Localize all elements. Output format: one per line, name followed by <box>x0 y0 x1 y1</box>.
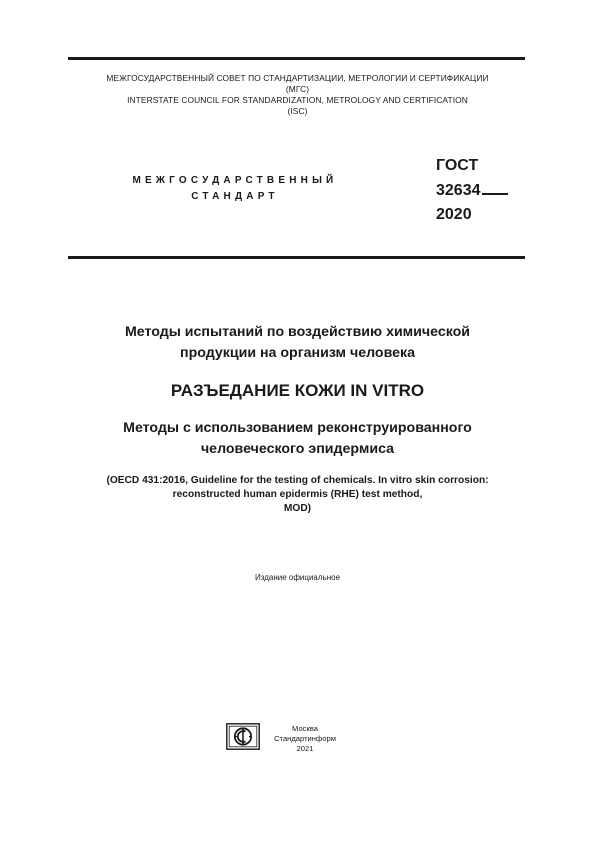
oecd-reference-line-1: (OECD 431:2016, Guideline for the testing of chemicals. In vitro skin corrosion: <box>106 475 489 486</box>
standard-type-line-2: СТАНДАРТ <box>191 191 279 202</box>
document-title <box>40 322 555 364</box>
gost-number-dash <box>482 193 508 195</box>
oecd-reference-line-2: reconstructed human epidermis (RHE) test method, <box>172 489 423 500</box>
gost-label: ГОСТ <box>436 157 479 174</box>
document-subtitle <box>40 418 555 460</box>
council-abbr-ru: (МГС) <box>285 84 310 94</box>
edition-note: Издание официальное <box>254 573 341 582</box>
gost-year: 2020 <box>436 206 472 223</box>
document-subtitle-line-2: человеческого эпидермиса <box>200 441 395 457</box>
top-rule <box>68 57 525 60</box>
council-name-ru: МЕЖГОСУДАРСТВЕННЫЙ СОВЕТ ПО СТАНДАРТИЗАЦИИ, МЕТРОЛОГИИ И СЕРТИФИКАЦИИ <box>106 73 489 83</box>
document-title-line-1: Методы испытаний по воздействию химической <box>124 324 471 340</box>
document-subject: РАЗЪЕДАНИЕ КОЖИ IN VITRO <box>170 381 425 400</box>
oecd-reference <box>40 474 555 516</box>
middle-rule <box>68 256 525 259</box>
document-subtitle-line-1: Методы с использованием реконструированного <box>123 420 472 436</box>
oecd-reference-line-3: MOD) <box>283 503 312 514</box>
gost-number: 32634 <box>436 182 481 199</box>
document-title-line-2: продукции на организм человека <box>180 345 415 361</box>
standartinform-logo-icon <box>226 723 260 750</box>
council-header <box>40 73 555 117</box>
imprint <box>260 724 350 754</box>
council-name-en: INTERSTATE COUNCIL FOR STANDARDIZATION, METROLOGY AND CERTIFICATION <box>127 95 468 105</box>
imprint-year: 2021 <box>296 744 314 753</box>
standard-type-line-1: МЕЖГОСУДАРСТВЕННЫЙ <box>132 175 338 186</box>
imprint-publisher: Стандартинформ <box>274 734 336 743</box>
imprint-city: Москва <box>292 724 318 733</box>
council-abbr-en: (ISC) <box>287 106 308 116</box>
